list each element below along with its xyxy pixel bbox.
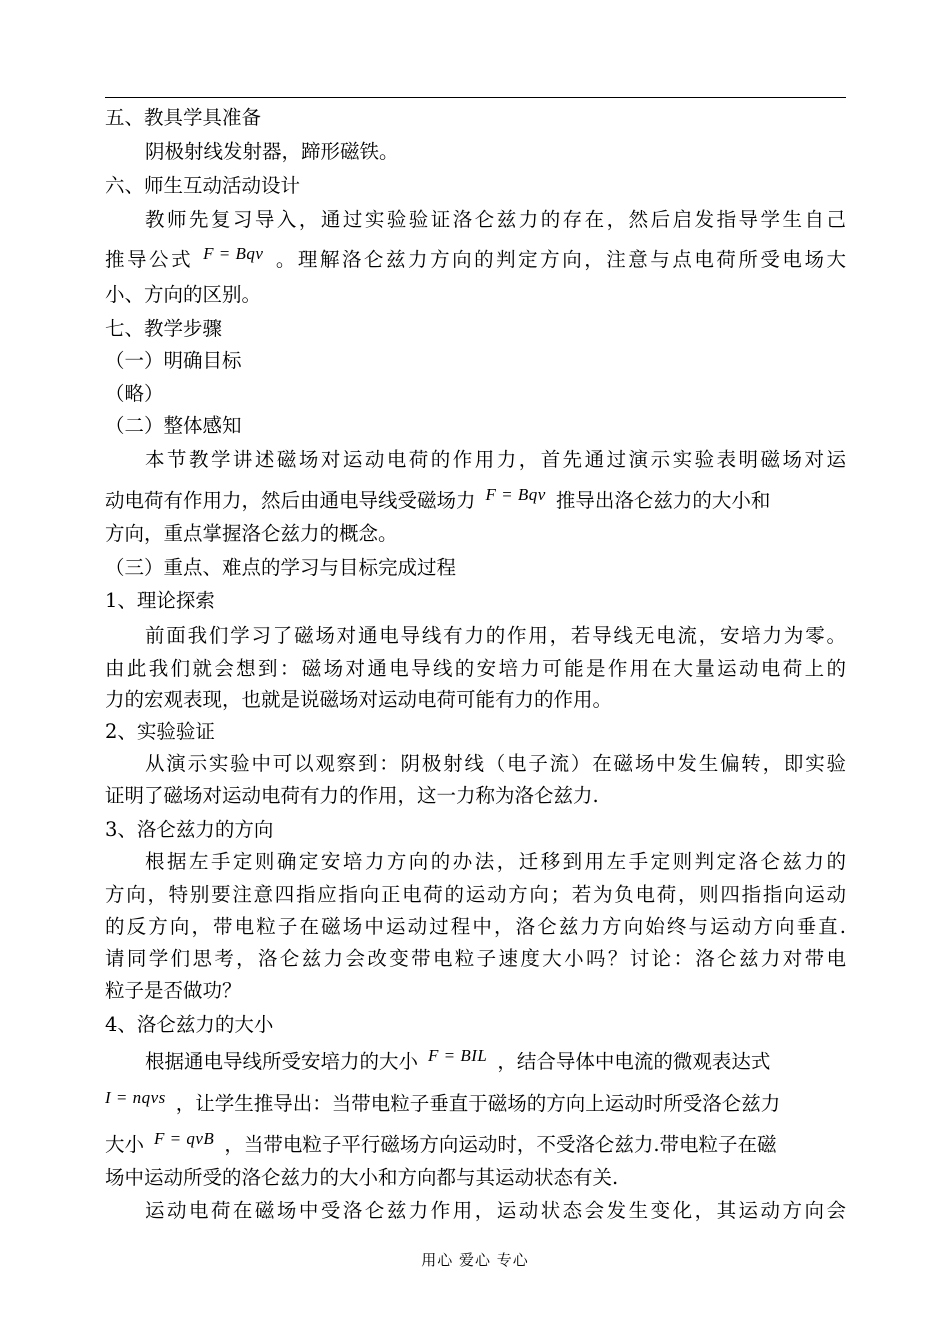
subsection-2-heading: （二）整体感知 [105, 414, 242, 437]
text-segment: 大小 [105, 1133, 145, 1156]
text-segment: 。理解洛仑兹力方向的判定方向，注意与点电荷所受电场大 [273, 248, 846, 271]
point-1-line-2: 由此我们就会想到：磁场对通电导线的安培力可能是作用在大量运动电荷上的 [105, 657, 846, 680]
subsection-2-line-3: 方向，重点掌握洛仑兹力的概念。 [105, 522, 398, 545]
header-rule [105, 97, 846, 98]
subsection-2-line-2 [105, 485, 771, 514]
page-footer: 用心 爱心 专心 [421, 1251, 529, 1269]
subsection-3-heading: （三）重点、难点的学习与目标完成过程 [105, 556, 457, 579]
text-segment: 推导出洛仑兹力的大小和 [555, 489, 771, 512]
text-segment: 推导公式 [105, 248, 194, 271]
formula-f-qvb: F = qvB [154, 1129, 215, 1148]
point-1-line-3: 力的宏观表现，也就是说磁场对运动电荷可能有力的作用。 [105, 688, 613, 711]
point-4-heading: 4、洛仑兹力的大小 [105, 1013, 274, 1036]
section-6-heading: 六、师生互动活动设计 [105, 174, 301, 197]
section-7-heading: 七、教学步骤 [105, 317, 223, 340]
section-6-line-1: 教师先复习导入，通过实验验证洛仑兹力的存在，然后启发指导学生自己 [145, 208, 846, 231]
point-2-line-2: 证明了磁场对运动电荷有力的作用，这一力称为洛仑兹力. [105, 784, 599, 807]
formula-f-bqv: F = Bqv [485, 485, 546, 504]
point-3-heading: 3、洛仑兹力的方向 [105, 818, 274, 841]
point-4-line-2 [105, 1088, 781, 1117]
section-6-line-3: 小、方向的区别。 [105, 283, 262, 306]
text-segment: ，让学生推导出：当带电粒子垂直于磁场的方向上运动时所受洛仑兹力 [175, 1092, 781, 1115]
point-4-line-3 [105, 1129, 777, 1158]
text-segment: ，结合导体中电流的微观表达式 [497, 1050, 771, 1073]
text-segment: 根据通电导线所受安培力的大小 [145, 1050, 419, 1073]
point-2-heading: 2、实验验证 [105, 720, 215, 743]
text-segment: ，当带电粒子平行磁场方向运动时，不受洛仑兹力.带电粒子在磁 [224, 1133, 777, 1156]
point-3-line-1: 根据左手定则确定安培力方向的办法，迁移到用左手定则判定洛仑兹力的 [145, 850, 846, 873]
point-3-line-4: 请同学们思考，洛仑兹力会改变带电粒子速度大小吗？讨论：洛仑兹力对带电 [105, 947, 846, 970]
point-2-line-1: 从演示实验中可以观察到：阴极射线（电子流）在磁场中发生偏转，即实验 [145, 752, 846, 775]
text-segment: 动电荷有作用力，然后由通电导线受磁场力 [105, 489, 476, 512]
point-4-line-4: 场中运动所受的洛仑兹力的大小和方向都与其运动状态有关. [105, 1166, 619, 1189]
subsection-1-body: （略） [105, 382, 164, 405]
point-4-line-1 [145, 1046, 771, 1075]
point-3-line-5: 粒子是否做功？ [105, 979, 242, 1002]
formula-f-bqv: F = Bqv [203, 244, 264, 263]
point-1-line-1: 前面我们学习了磁场对通电导线有力的作用，若导线无电流，安培力为零。 [145, 624, 846, 647]
point-3-line-3: 的反方向，带电粒子在磁场中运动过程中，洛仑兹力方向始终与运动方向垂直. [105, 915, 846, 938]
formula-f-bil: F = BIL [428, 1046, 488, 1065]
section-6-line-2 [105, 244, 846, 273]
point-3-line-2: 方向，特别要注意四指应指向正电荷的运动方向；若为负电荷，则四指指向运动 [105, 883, 846, 906]
section-5-body: 阴极射线发射器，蹄形磁铁。 [145, 140, 399, 163]
point-1-heading: 1、理论探索 [105, 589, 215, 612]
subsection-1-heading: （一）明确目标 [105, 349, 242, 372]
point-5-line-1: 运动电荷在磁场中受洛仑兹力作用，运动状态会发生变化，其运动方向会 [145, 1199, 846, 1222]
formula-i-nqvs: I = nqvs [105, 1088, 166, 1107]
section-5-heading: 五、教具学具准备 [105, 106, 262, 129]
subsection-2-line-1: 本节教学讲述磁场对运动电荷的作用力，首先通过演示实验表明磁场对运 [145, 448, 846, 471]
